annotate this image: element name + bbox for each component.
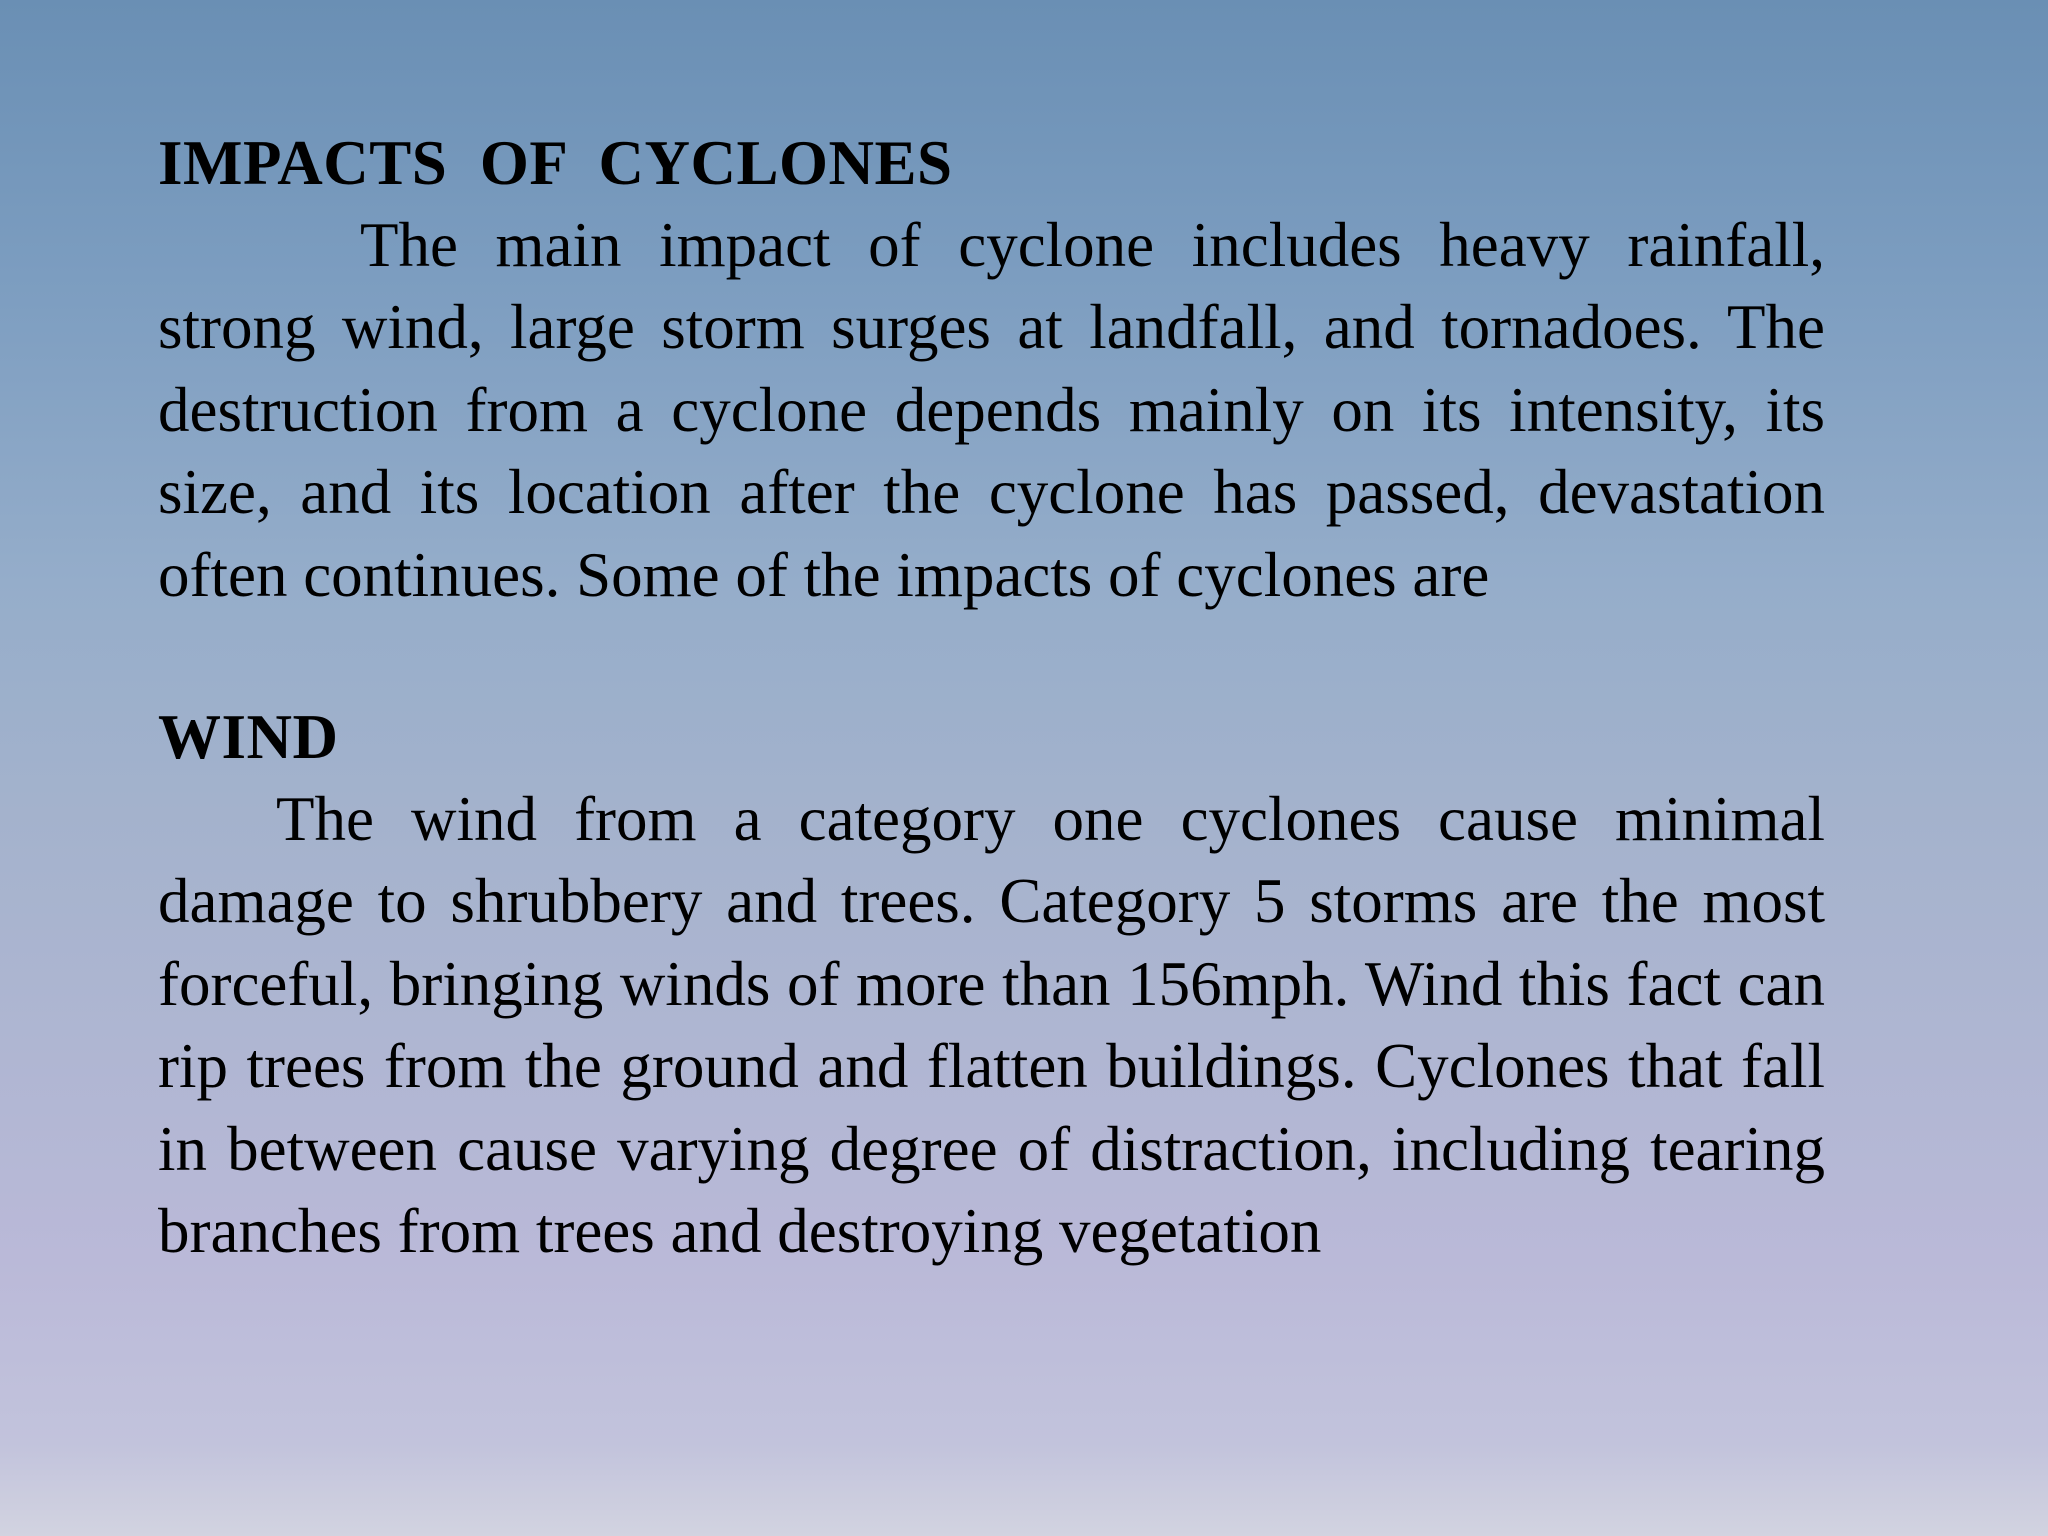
section-body-impacts: The main impact of cyclone includes heavy rainfall, strong wind, large storm surges at landfall, and tornadoes. The destruction from a cyclone depends mainly on its intensity, its size, and its location after the cyclone has passed, devastation often continues. Some of the impacts of cyclones are <box>158 210 1825 610</box>
section-body-wind: The wind from a category one cyclones cause minimal damage to shrubbery and trees. Category 5 storms are the most forceful, bringing winds of more than 156mph. Wind this fact can rip trees from the ground and flatten buildings. Cyclones that fall in between cause varying degree of distraction, including tearing branches from trees and destroying vegetation <box>158 784 1825 1267</box>
section-gap <box>158 616 1825 696</box>
section-heading-wind: WIND <box>158 702 339 773</box>
section-heading-impacts: IMPACTS OF CYCLONES <box>158 128 953 198</box>
slide-content <box>158 122 1825 1272</box>
